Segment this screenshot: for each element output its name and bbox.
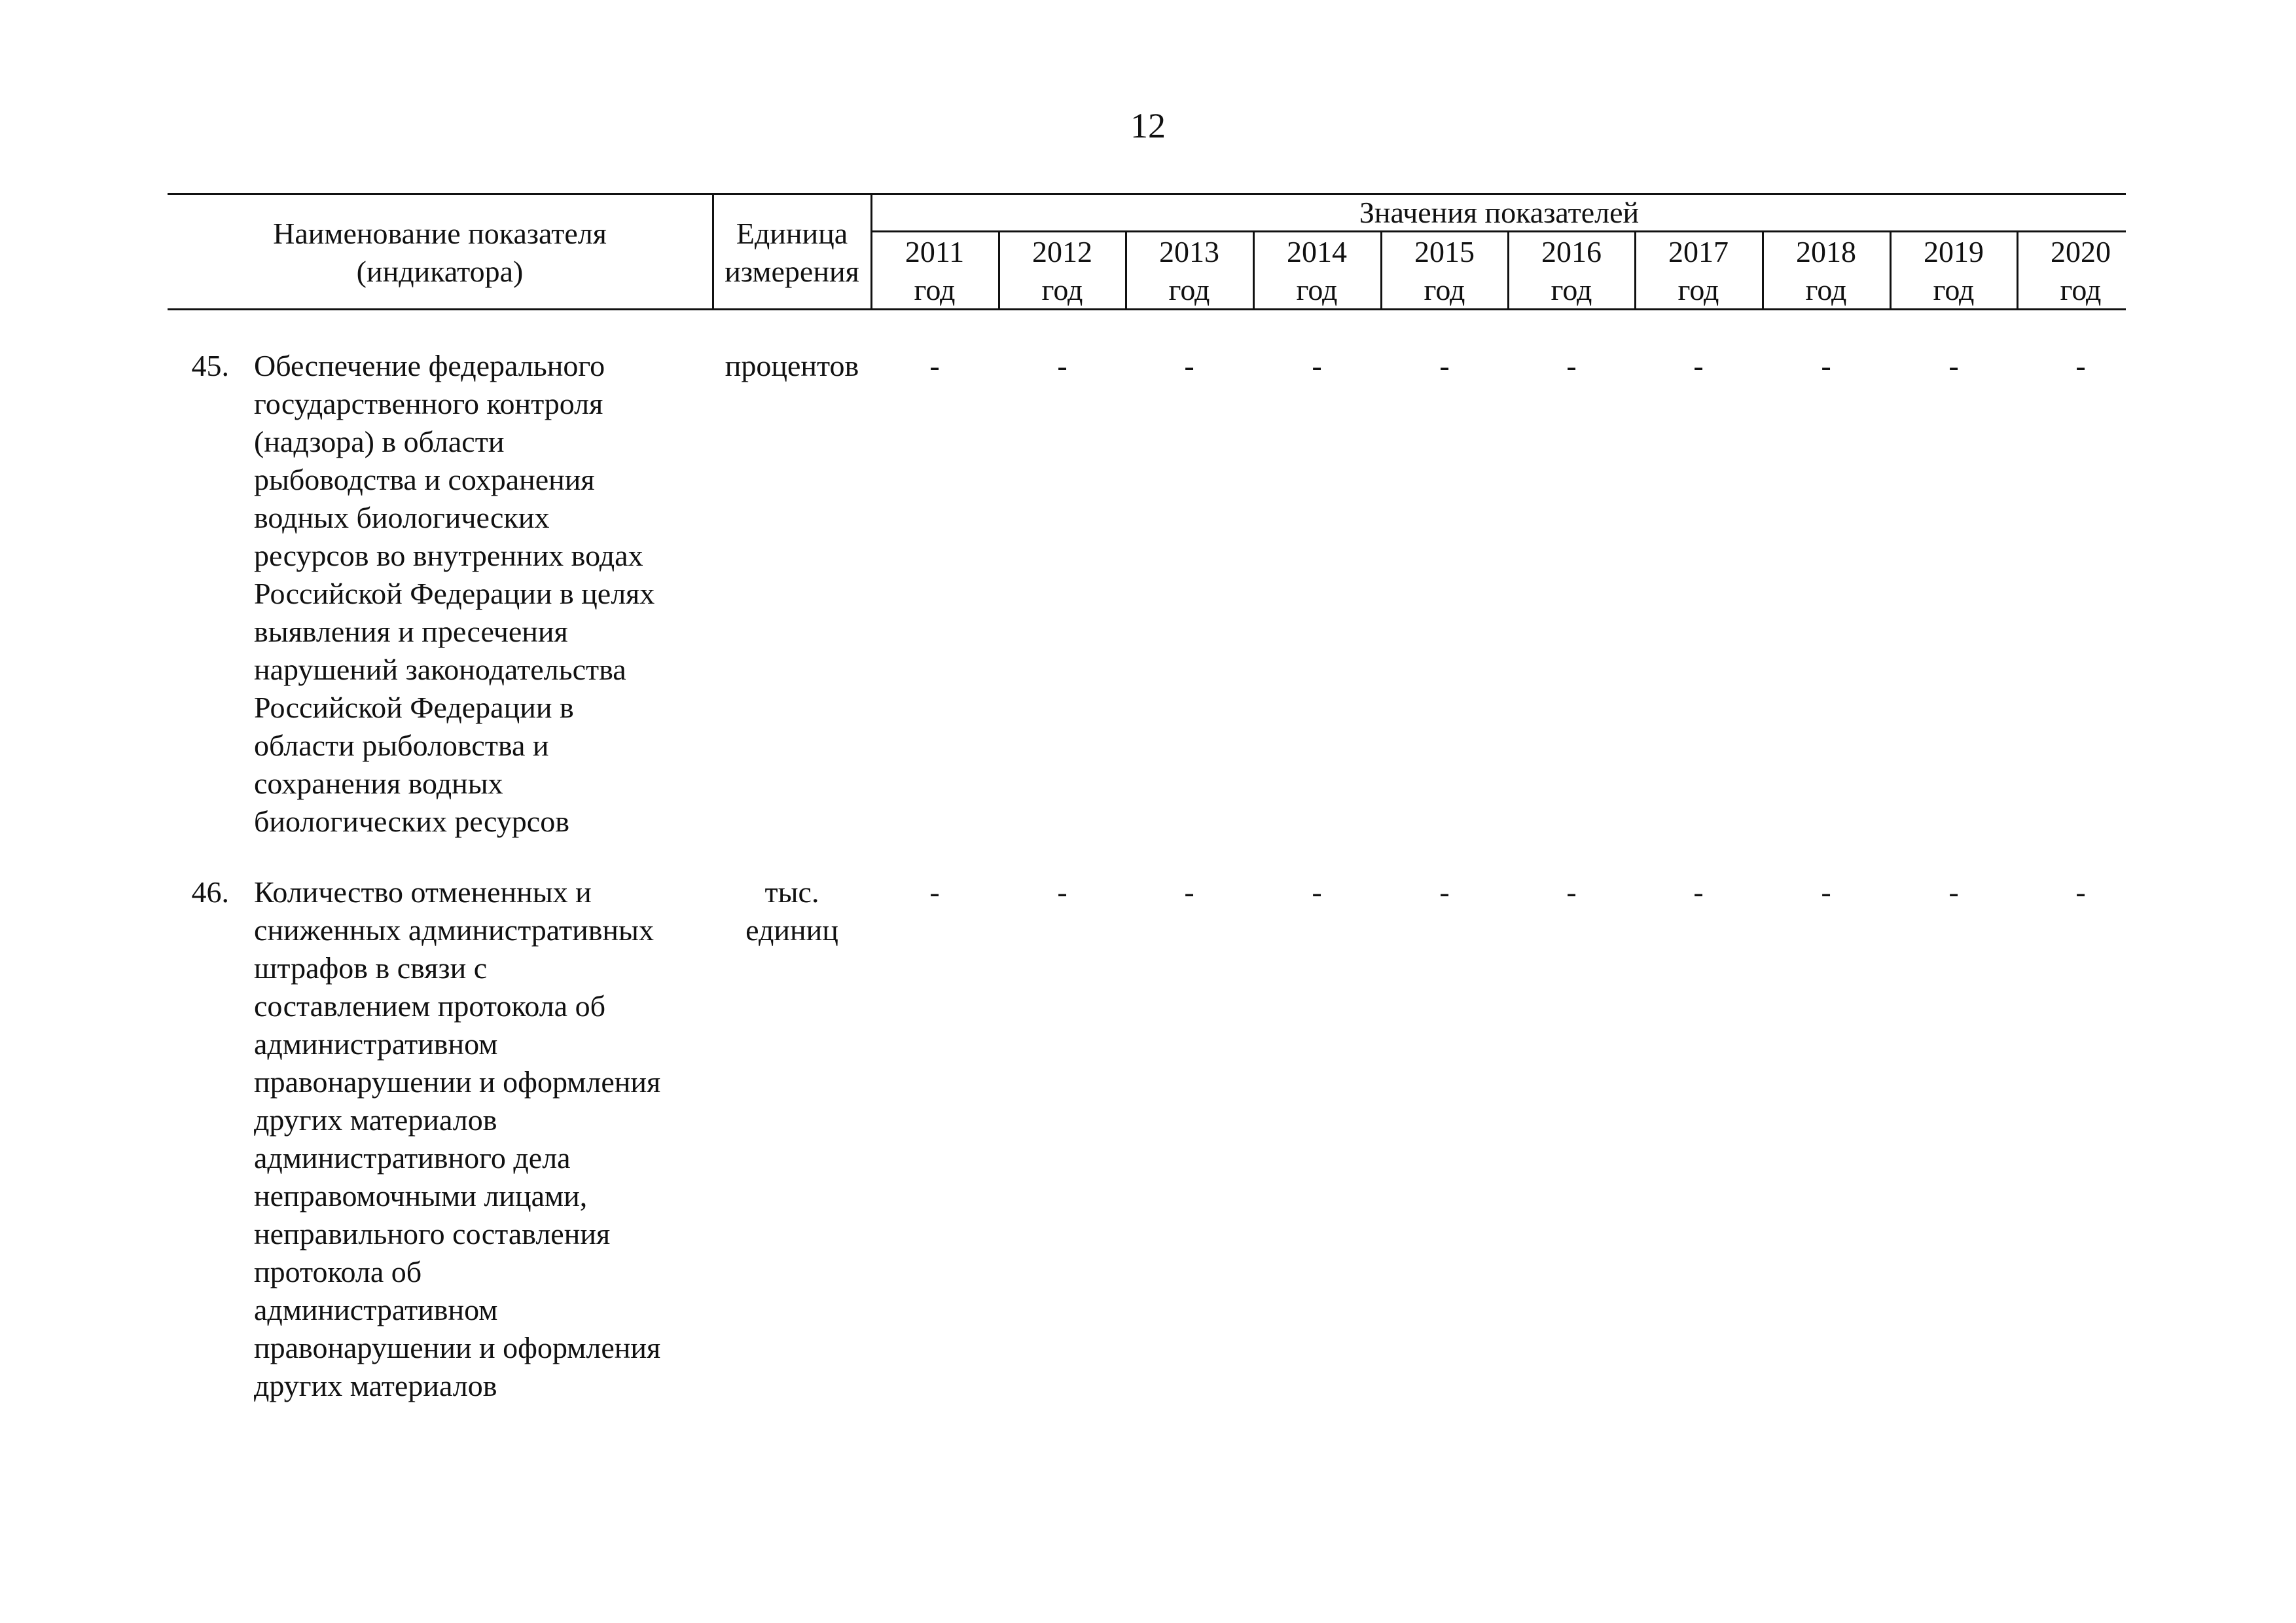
indicator-name-line: составлением протокола об <box>254 989 605 1023</box>
indicator-name-line: нарушений законодательства <box>254 653 626 686</box>
header-year-3 <box>1255 233 1379 309</box>
row-unit <box>713 347 870 385</box>
header-values-group: Значения показателей <box>1359 196 1640 229</box>
row-value-cell: - <box>1821 349 1831 382</box>
row-value-cell: - <box>1312 875 1322 909</box>
indicator-name-line: водных биологических <box>254 501 550 534</box>
header-name-line-2: (индикатора) <box>356 255 524 288</box>
header-year-value: 2019 <box>1924 235 1984 268</box>
header-year-value: 2020 <box>2051 235 2111 268</box>
row-number: 45. <box>191 349 229 382</box>
header-year-suffix: год <box>1424 273 1465 306</box>
indicator-name-line: правонарушении и оформления <box>254 1331 661 1364</box>
header-unit-line-2: измерения <box>725 255 859 288</box>
indicator-name-line: рыбоводства и сохранения <box>254 463 595 496</box>
header-year-value: 2015 <box>1414 235 1475 268</box>
unit-line: единиц <box>745 913 838 947</box>
header-year-suffix: год <box>1296 273 1338 306</box>
unit-line: процентов <box>725 349 859 382</box>
header-year-5 <box>1509 233 1634 309</box>
indicator-name-line: выявления и пресечения <box>254 615 568 648</box>
header-year-value: 2017 <box>1668 235 1729 268</box>
row-value-cell: - <box>929 349 940 382</box>
row-value-cell: - <box>1566 349 1577 382</box>
indicator-name-line: других материалов <box>254 1103 497 1137</box>
row-value-cell: - <box>1693 349 1704 382</box>
row-value-cell: - <box>1057 349 1067 382</box>
indicator-name-line: Российской Федерации в <box>254 691 574 724</box>
row-number: 46. <box>191 875 229 909</box>
indicator-name-line: биологических ресурсов <box>254 805 569 838</box>
header-year-suffix: год <box>1933 273 1975 306</box>
row-value-cell: - <box>1693 875 1704 909</box>
header-unit-column <box>713 215 870 291</box>
row-value-cell: - <box>1439 349 1450 382</box>
indicator-name-line: области рыболовства и <box>254 729 549 762</box>
header-year-value: 2013 <box>1159 235 1219 268</box>
row-value-cell: - <box>1312 349 1322 382</box>
header-year-4 <box>1382 233 1507 309</box>
header-year-suffix: год <box>2060 273 2102 306</box>
row-indicator-name <box>254 347 712 841</box>
unit-line: тыс. <box>764 875 819 909</box>
header-year-0 <box>872 233 997 309</box>
indicator-name-line: правонарушении и оформления <box>254 1065 661 1099</box>
row-value-cell: - <box>1184 349 1194 382</box>
indicator-name-line: Количество отмененных и <box>254 875 592 909</box>
header-year-value: 2012 <box>1032 235 1092 268</box>
indicator-name-line: штрафов в связи с <box>254 951 488 985</box>
row-unit <box>713 873 870 949</box>
header-year-suffix: год <box>1041 273 1083 306</box>
header-unit-line-1: Единица <box>736 217 848 250</box>
row-value-cell: - <box>1566 875 1577 909</box>
header-year-2 <box>1127 233 1251 309</box>
header-year-value: 2014 <box>1287 235 1347 268</box>
indicator-name-line: административного дела <box>254 1141 571 1175</box>
indicator-name-line: сниженных административных <box>254 913 654 947</box>
indicator-name-line: других материалов <box>254 1369 497 1402</box>
indicator-name-line: протокола об <box>254 1255 422 1288</box>
indicator-name-line: неправомочными лицами, <box>254 1179 588 1213</box>
indicator-name-line: ресурсов во внутренних водах <box>254 539 643 572</box>
header-name-column <box>168 215 712 291</box>
header-year-suffix: год <box>1168 273 1210 306</box>
header-year-6 <box>1636 233 1761 309</box>
indicator-name-line: Обеспечение федерального <box>254 349 605 382</box>
row-value-cell: - <box>1057 875 1067 909</box>
header-name-line-1: Наименование показателя <box>273 217 607 250</box>
header-year-9 <box>2018 233 2143 309</box>
header-year-suffix: год <box>1551 273 1592 306</box>
header-year-value: 2018 <box>1796 235 1856 268</box>
row-value-cell: - <box>2075 875 2086 909</box>
indicator-name-line: сохранения водных <box>254 767 503 800</box>
row-value-cell: - <box>2075 349 2086 382</box>
page-number: 12 <box>1130 106 1166 145</box>
indicator-name-line: неправильного составления <box>254 1217 611 1250</box>
indicator-name-line: административном <box>254 1293 498 1326</box>
row-value-cell: - <box>1439 875 1450 909</box>
header-year-value: 2016 <box>1541 235 1602 268</box>
header-year-suffix: год <box>1805 273 1847 306</box>
row-value-cell: - <box>929 875 940 909</box>
row-value-cell: - <box>1948 875 1959 909</box>
header-year-value: 2011 <box>905 235 965 268</box>
header-year-suffix: год <box>1677 273 1719 306</box>
header-year-8 <box>1892 233 2016 309</box>
row-value-cell: - <box>1948 349 1959 382</box>
row-value-cell: - <box>1821 875 1831 909</box>
indicator-name-line: (надзора) в области <box>254 425 505 458</box>
row-indicator-name <box>254 873 712 1405</box>
header-year-7 <box>1764 233 1888 309</box>
indicator-name-line: административном <box>254 1027 498 1061</box>
indicator-name-line: Российской Федерации в целях <box>254 577 655 610</box>
indicator-name-line: государственного контроля <box>254 387 603 420</box>
row-value-cell: - <box>1184 875 1194 909</box>
header-year-suffix: год <box>914 273 956 306</box>
header-year-1 <box>1000 233 1124 309</box>
